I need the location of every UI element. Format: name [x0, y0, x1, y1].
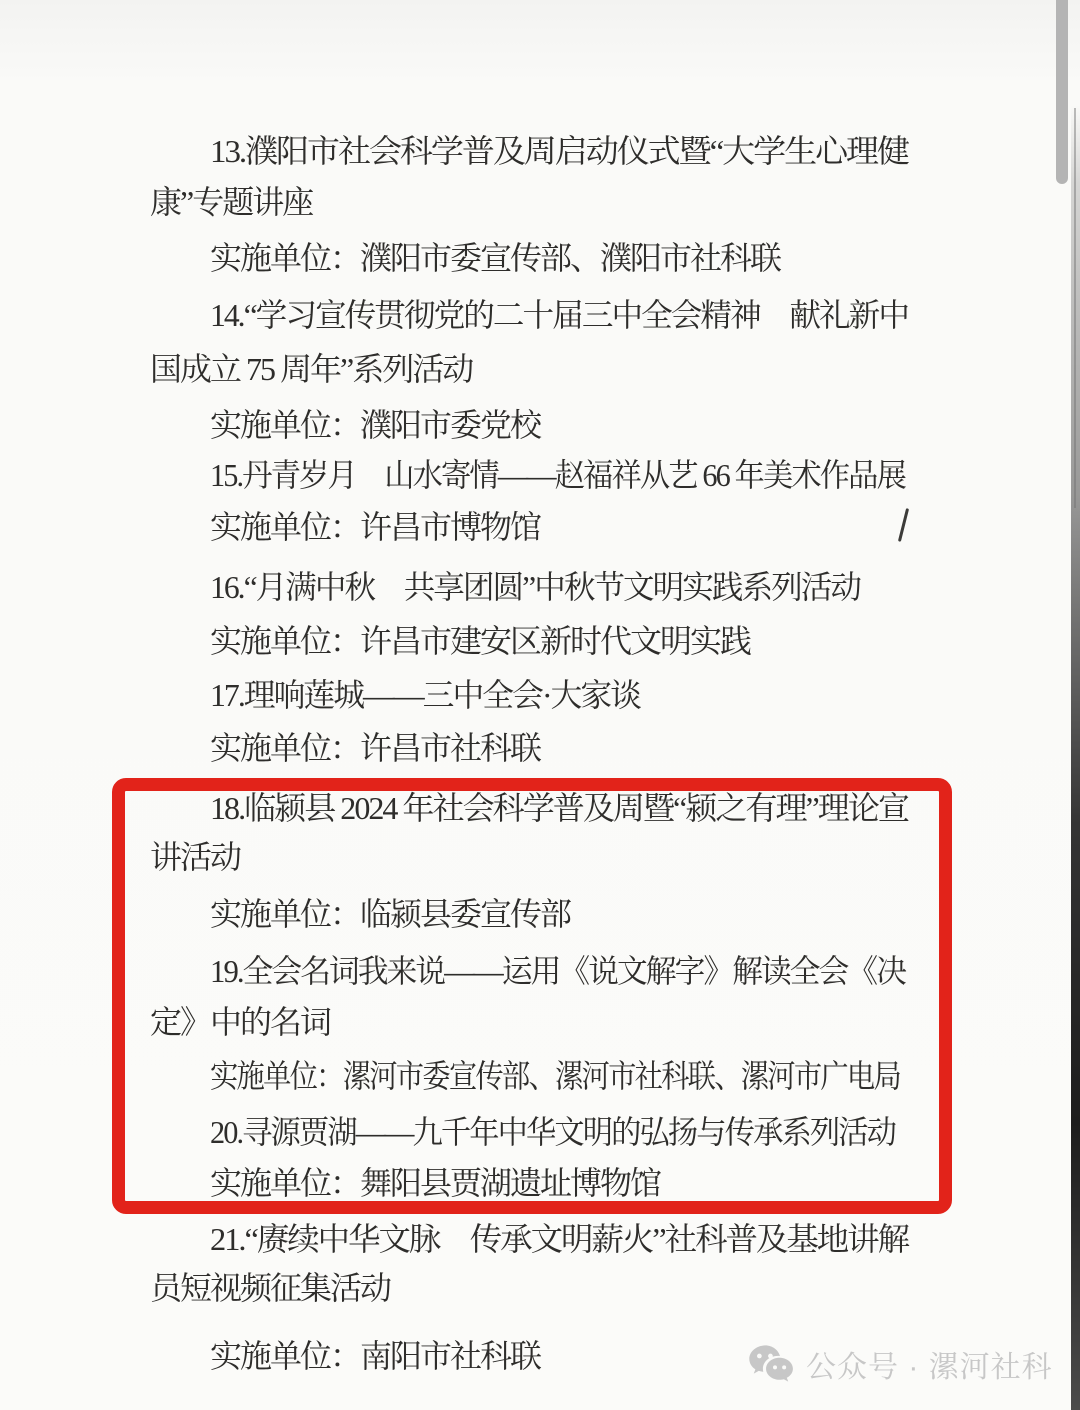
document-line: 实施单位：许昌市建安区新时代文明实践	[210, 623, 751, 659]
document-line: 16.“月满中秋 共享团圆”中秋节文明实践系列活动	[210, 569, 860, 605]
document-line: 员短视频征集活动	[150, 1270, 391, 1306]
document-line: 讲活动	[150, 839, 241, 875]
page-edge-hairline	[1074, 108, 1076, 508]
document-line: 实施单位：濮阳市委党校	[210, 407, 541, 443]
highlight-box	[112, 778, 952, 1214]
scrollbar-thumb[interactable]	[1056, 0, 1068, 184]
document-line: 实施单位：南阳市社科联	[210, 1338, 541, 1374]
document-line: 17.理响莲城——三中全会·大家谈	[210, 677, 640, 713]
document-line: 实施单位：许昌市社科联	[210, 730, 541, 766]
document-line: 康”专题讲座	[150, 184, 313, 220]
document-line: 定》中的名词	[150, 1004, 331, 1040]
wechat-icon	[748, 1344, 794, 1384]
pen-mark	[898, 508, 909, 542]
document-line: 国成立 75 周年”系列活动	[150, 351, 473, 387]
document-line: 实施单位：临颍县委宣传部	[210, 896, 571, 932]
document-line: 21.“赓续中华文脉 传承文明薪火”社科普及基地讲解	[210, 1221, 908, 1257]
watermark	[748, 1340, 1053, 1388]
document-line: 13.濮阳市社会科学普及周启动仪式暨“大学生心理健	[210, 133, 908, 169]
document-line: 15.丹青岁月 山水寄情——赵福祥从艺 66 年美术作品展	[210, 457, 905, 493]
watermark-text: 公众号 · 漯河社科	[806, 1351, 1053, 1384]
document-line: 19.全会名词我来说——运用《说文解字》解读全会《决	[210, 953, 905, 989]
document-line: 18.临颍县 2024 年社会科学普及周暨“颍之有理”理论宣	[210, 790, 908, 826]
document-line: 实施单位：濮阳市委宣传部、濮阳市社科联	[210, 240, 781, 276]
document-line: 实施单位：舞阳县贾湖遗址博物馆	[210, 1165, 661, 1201]
document-line: 14.“学习宣传贯彻党的二十届三中全会精神 献礼新中	[210, 297, 908, 333]
document-line: 实施单位：许昌市博物馆	[210, 509, 541, 545]
document-line: 实施单位：漯河市委宣传部、漯河市社科联、漯河市广电局	[210, 1058, 900, 1094]
document-line: 20.寻源贾湖——九千年中华文明的弘扬与传承系列活动	[210, 1114, 895, 1150]
